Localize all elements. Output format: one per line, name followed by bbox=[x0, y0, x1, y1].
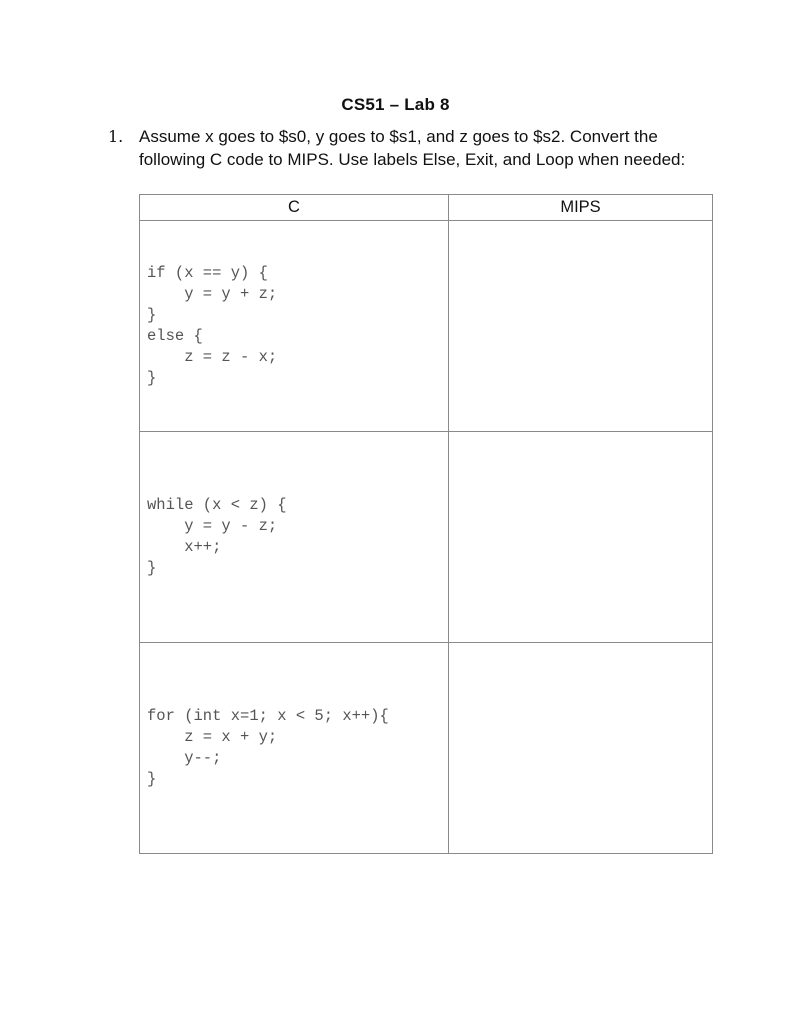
mips-answer-cell-3[interactable] bbox=[449, 643, 713, 854]
table-row bbox=[140, 643, 713, 854]
mips-column-header: MIPS bbox=[449, 195, 713, 221]
question-text: Assume x goes to $s0, y goes to $s1, and z goes to $s2. Convert the following C code to MIPS. Use labels Else, Exit, and Loop when needed: bbox=[139, 127, 686, 169]
question-number: 1. bbox=[108, 127, 124, 146]
c-code-cell-for bbox=[140, 643, 449, 854]
conversion-table bbox=[139, 194, 713, 854]
c-code-while: while (x < z) { y = y - z; x++; } bbox=[147, 496, 287, 577]
c-code-if-else: if (x == y) { y = y + z; } else { z = z - x; } bbox=[147, 264, 278, 387]
table-row bbox=[140, 221, 713, 432]
table-row bbox=[140, 432, 713, 643]
table-header-row bbox=[140, 195, 713, 221]
question-1 bbox=[108, 126, 718, 171]
c-column-header: C bbox=[140, 195, 449, 221]
mips-answer-cell-2[interactable] bbox=[449, 432, 713, 643]
c-code-cell-if-else bbox=[140, 221, 449, 432]
page-title: CS51 – Lab 8 bbox=[341, 95, 450, 114]
c-code-for: for (int x=1; x < 5; x++){ z = x + y; y--; } bbox=[147, 707, 389, 788]
mips-answer-cell-1[interactable] bbox=[449, 221, 713, 432]
c-code-cell-while bbox=[140, 432, 449, 643]
